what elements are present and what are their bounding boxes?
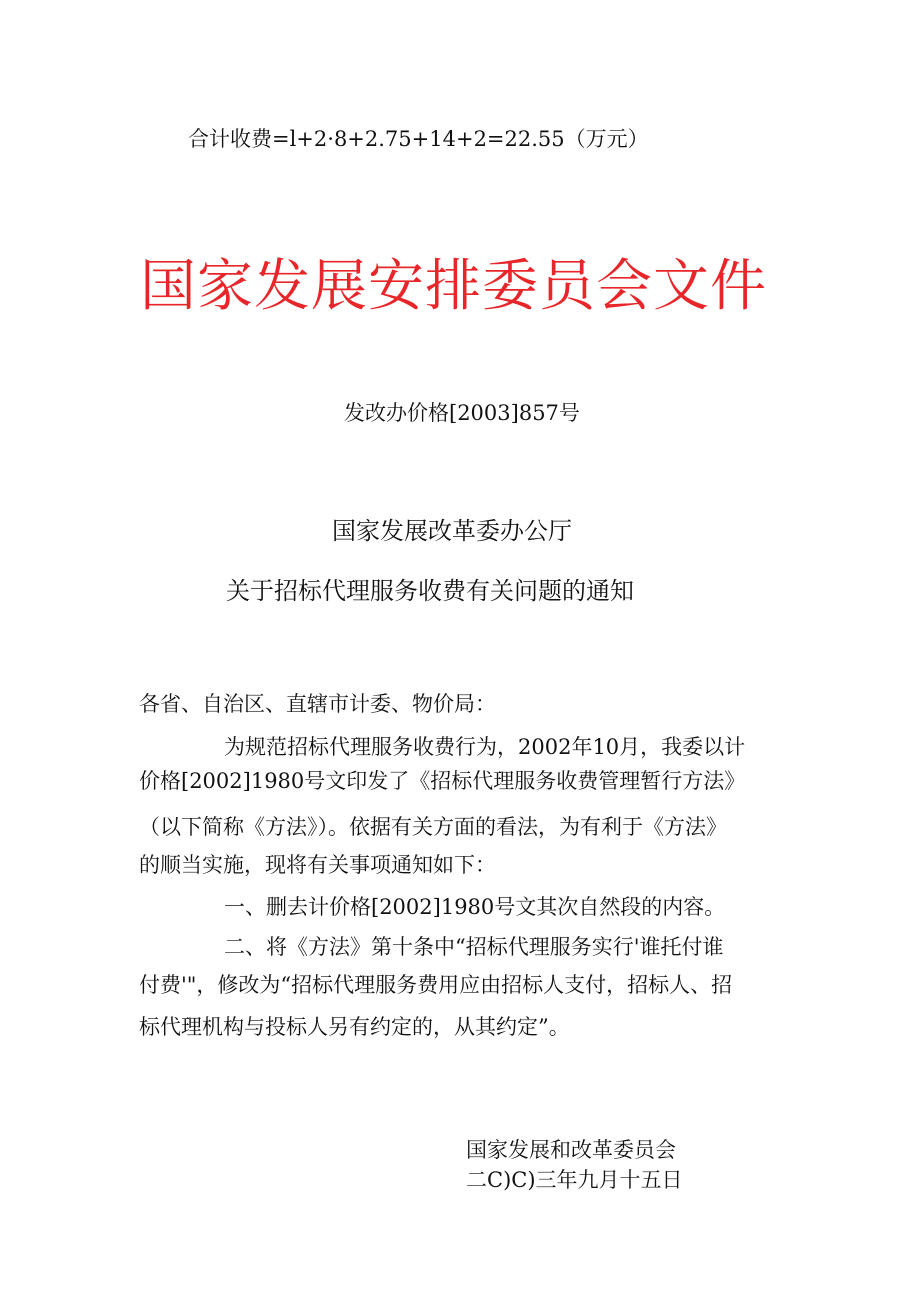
list-item-1: 一、删去计价格[2002]1980号文其次自然段的内容。 [224, 895, 726, 919]
list-item-2-line: 标代理机构与投标人另有约定的，从其约定”。 [139, 1015, 570, 1039]
document-number: 发改办价格[2003]857号 [344, 401, 580, 425]
document-title-line-1: 国家发展改革委办公厅 [332, 517, 572, 545]
paragraph-1-line: 的顺当实施，现将有关事项通知如下： [139, 853, 496, 877]
red-document-header: 国家发展安排委员会文件 [140, 254, 767, 319]
document-title-line-2: 关于招标代理服务收费有关问题的通知 [226, 577, 634, 605]
paragraph-1-line: 价格[2002]1980号文印发了《招标代理服务收费管理暂行方法》 [139, 769, 746, 793]
paragraph-1-line: （以下简称《方法》）。依据有关方面的看法，为有利于《方法》 [139, 815, 727, 839]
paragraph-1-line: 为规范招标代理服务收费行为，2002年10月，我委以计 [224, 735, 746, 759]
signature-organization: 国家发展和改革委员会 [466, 1138, 676, 1162]
addressee: 各省、自治区、直辖市计委、物价局： [139, 692, 496, 716]
list-item-2-line: 二、将《方法》第十条中“招标代理服务实行'谁托付谁 [224, 935, 724, 959]
fee-total-line: 合计收费=l+2·8+2.75+14+2=22.55（万元） [188, 127, 649, 151]
signature-date: 二C)C)三年九月十五日 [466, 1168, 683, 1192]
list-item-2-line: 付费'"，修改为“招标代理服务费用应由招标人支付，招标人、招 [139, 973, 733, 997]
